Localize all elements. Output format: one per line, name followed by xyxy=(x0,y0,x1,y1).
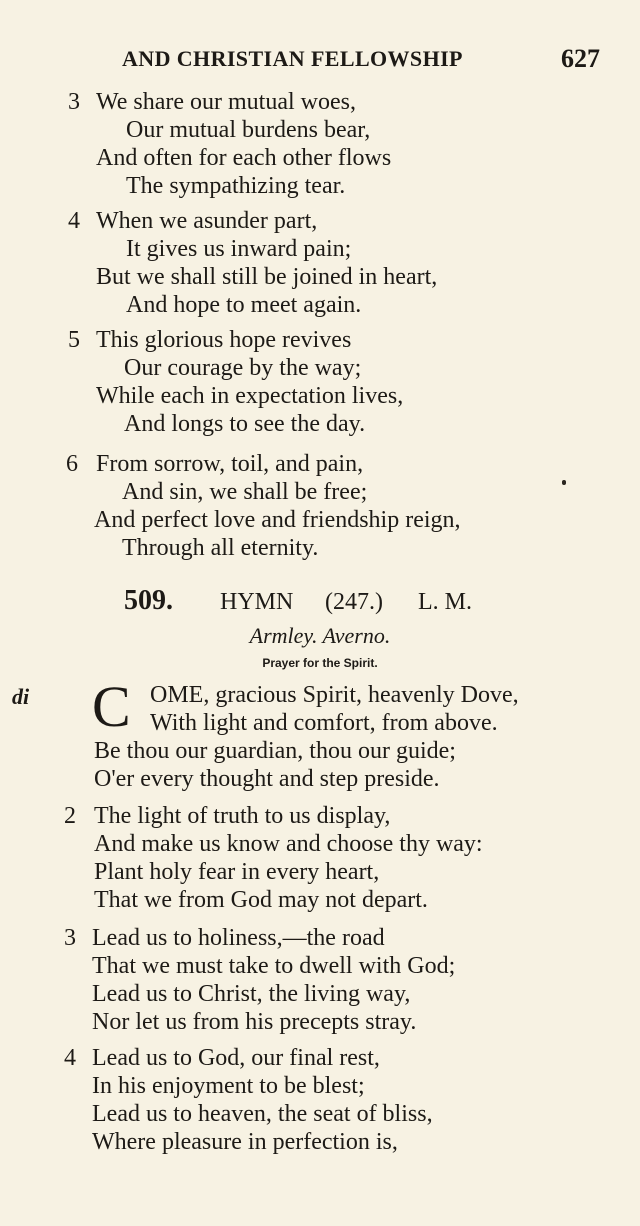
verse-line: Lead us to Christ, the living way, xyxy=(92,981,411,1007)
verse-line: Lead us to heaven, the seat of bliss, xyxy=(92,1101,433,1127)
verse-line: Nor let us from his precepts stray. xyxy=(92,1009,417,1035)
verse-line: That we must take to dwell with God; xyxy=(92,953,456,979)
stanza-number: 6 xyxy=(66,451,78,477)
verse-line: The light of truth to us display, xyxy=(94,803,391,829)
stanza-number: 3 xyxy=(68,89,80,115)
verse-line: With light and comfort, from above. xyxy=(150,710,498,736)
verse-line: Lead us to holiness,—the road xyxy=(92,925,385,951)
verse-line: And hope to meet again. xyxy=(126,292,362,318)
hymn-heading xyxy=(0,586,640,616)
stanza-number: 2 xyxy=(64,803,76,829)
hymn-reference: (247.) xyxy=(325,589,383,615)
verse-line: And often for each other flows xyxy=(96,145,392,171)
verse-line: In his enjoyment to be blest; xyxy=(92,1073,365,1099)
page-number: 627 xyxy=(561,44,600,73)
hymn-subject: Prayer for the Spirit. xyxy=(262,656,378,670)
verse-line: OME, gracious Spirit, heavenly Dove, xyxy=(150,682,519,708)
hymn-meter: L. M. xyxy=(418,589,472,615)
verse-line: And longs to see the day. xyxy=(124,411,366,437)
verse-line: The sympathizing tear. xyxy=(126,173,346,199)
running-title: AND CHRISTIAN FELLOWSHIP xyxy=(122,46,463,71)
verse-line: Where pleasure in perfection is, xyxy=(92,1129,398,1155)
verse-line: O'er every thought and step preside. xyxy=(94,766,440,792)
verse-line: Our mutual burdens bear, xyxy=(126,117,371,143)
margin-note: di xyxy=(12,684,30,709)
hymn-number: 509. xyxy=(124,585,173,616)
verse-line: Plant holy fear in every heart, xyxy=(94,859,380,885)
verse-line: And sin, we shall be free; xyxy=(122,479,368,505)
stanza-number: 5 xyxy=(68,327,80,353)
verse-line: Our courage by the way; xyxy=(124,355,362,381)
stanza-number: 3 xyxy=(64,925,76,951)
tune-names: Armley. Averno. xyxy=(249,623,391,648)
verse-line: When we asunder part, xyxy=(96,208,318,234)
stanza-number: 4 xyxy=(68,208,80,234)
stanza-number: 4 xyxy=(64,1045,76,1071)
verse-line: While each in expectation lives, xyxy=(96,383,404,409)
verse-line: From sorrow, toil, and pain, xyxy=(96,451,364,477)
ink-speck xyxy=(562,480,566,485)
verse-line: That we from God may not depart. xyxy=(94,887,428,913)
page-header xyxy=(118,44,604,76)
drop-cap: C xyxy=(92,674,131,739)
verse-line: But we shall still be joined in heart, xyxy=(96,264,438,290)
verse-line: We share our mutual woes, xyxy=(96,89,356,115)
verse-line: It gives us inward pain; xyxy=(126,236,352,262)
verse-line: Lead us to God, our final rest, xyxy=(92,1045,380,1071)
verse-line: And make us know and choose thy way: xyxy=(94,831,483,857)
verse-line: And perfect love and friendship reign, xyxy=(94,507,461,533)
verse-line: Through all eternity. xyxy=(122,535,319,561)
verse-line: Be thou our guardian, thou our guide; xyxy=(94,738,456,764)
hymn-type: HYMN xyxy=(220,589,294,615)
verse-line: This glorious hope revives xyxy=(96,327,352,353)
